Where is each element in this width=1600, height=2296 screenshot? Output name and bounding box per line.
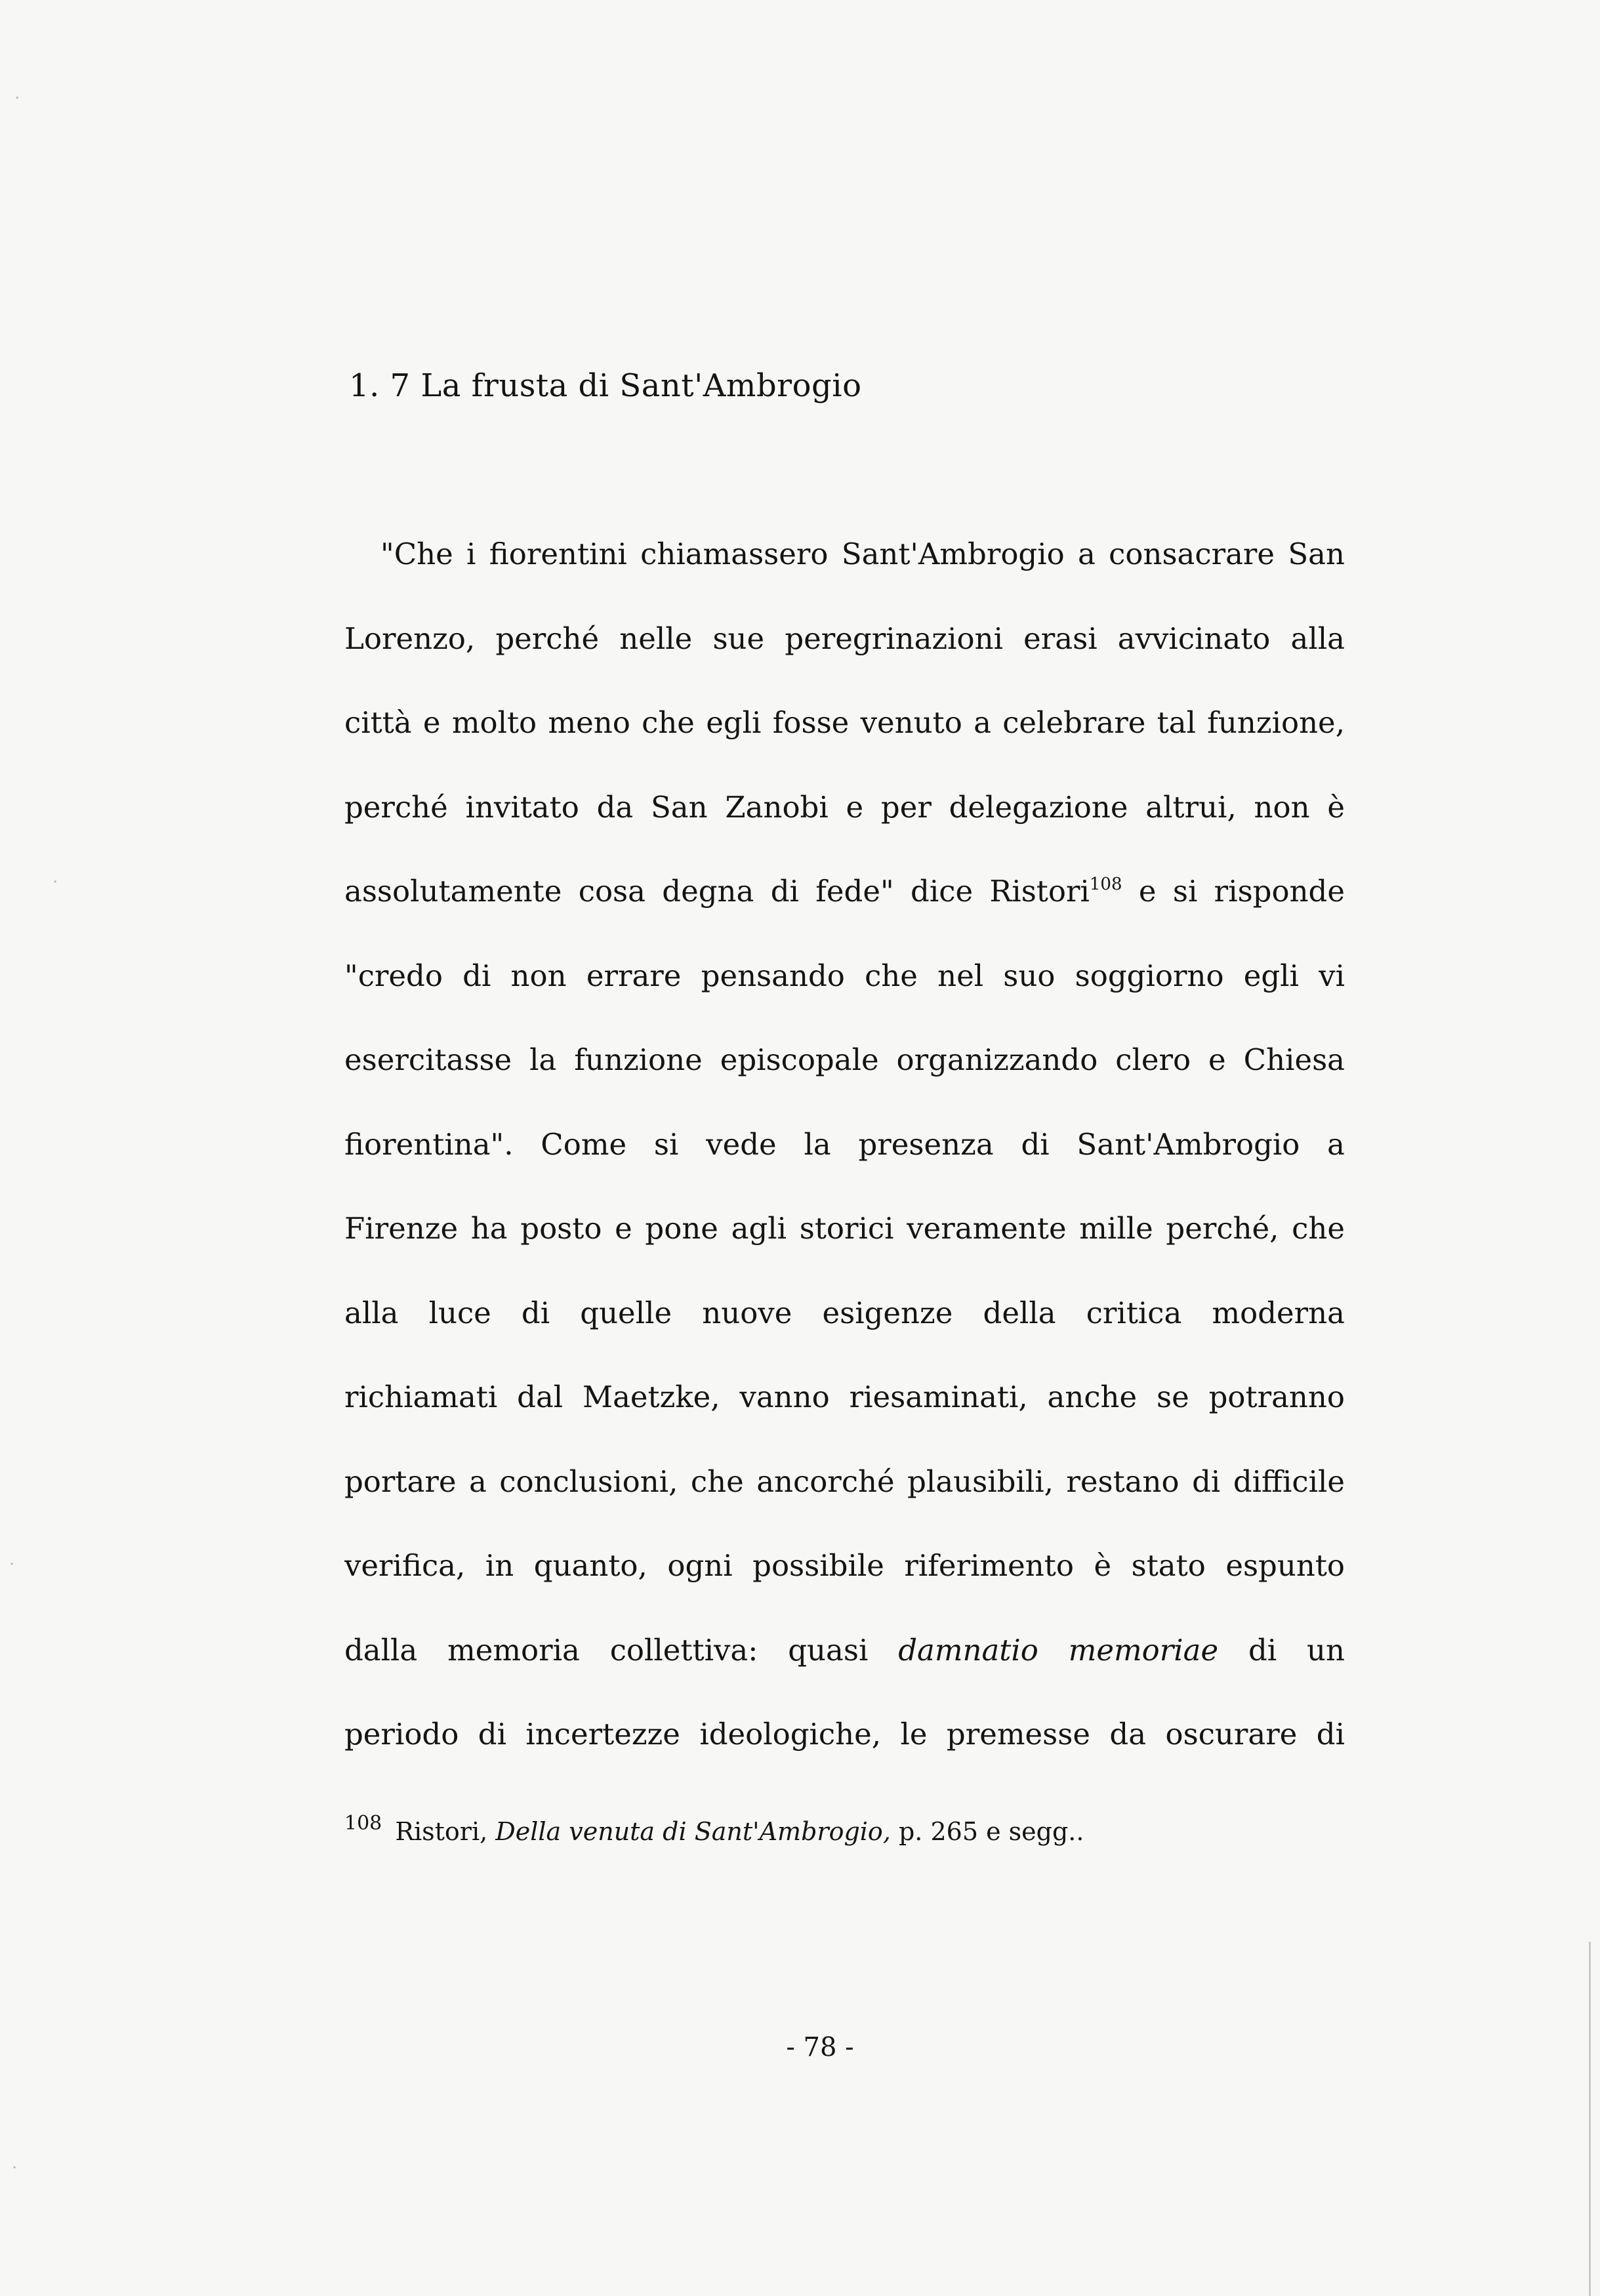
footnote [344,1812,1084,1846]
scan-speck: · [12,2158,18,2178]
italic-phrase: damnatio memoriae [898,1632,1219,1668]
body-line: "Che i fiorentini chiamassero Sant'Ambrogio a consacrare San [380,537,1345,571]
body-line: "credo di non errare pensando che nel suo soggiorno egli vi [344,958,1345,993]
body-line: fiorentina". Come si vede la presenza di Sant'Ambrogio a [344,1126,1345,1162]
scan-speck: · [52,872,58,892]
body-line [344,865,1345,918]
footnote-author: Ristori, [395,1817,488,1846]
body-line: alla luce di quelle nuove esigenze della critica moderna [344,1295,1345,1330]
body-line: perché invitato da San Zanobi e per delegazione altrui, non è [344,789,1345,825]
scan-speck: · [9,1555,15,1574]
footnote-title: Della venuta di Sant'Ambrogio, [495,1817,891,1846]
body-line-text: dalla memoria collettiva: quasi [344,1632,899,1668]
page-edge-shadow [1589,1942,1591,2296]
scan-speck: · [14,89,20,108]
body-line-text: e si risponde [1122,874,1345,909]
body-line [344,1624,1345,1677]
body-line: città e molto meno che egli fosse venuto a celebrare tal funzione, [344,705,1345,740]
section-heading: 1. 7 La frusta di Sant'Ambrogio [349,367,862,404]
footnote-pages: p. 265 e segg.. [898,1817,1084,1846]
body-line: verifica, in quanto, ogni possibile riferimento è stato espunto [344,1548,1345,1583]
footnote-reference[interactable]: 108 [1089,874,1122,894]
body-line: esercitasse la funzione episcopale organizzando clero e Chiesa [344,1042,1345,1077]
body-line-text: di un [1218,1632,1345,1668]
footnote-number: 108 [344,1812,382,1835]
page-number: - 78 - [786,2032,854,2062]
body-line: richiamati dal Maetzke, vanno riesaminati, anche se potranno [344,1380,1345,1414]
body-line-text: assolutamente cosa degna di fede" dice Ristori [344,874,1090,909]
body-line: Firenze ha posto e pone agli storici veramente mille perché, che [344,1211,1345,1246]
body-line: portare a conclusioni, che ancorché plausibili, restano di difficile [344,1464,1345,1499]
body-line: Lorenzo, perché nelle sue peregrinazioni erasi avvicinato alla [344,621,1345,656]
body-line: periodo di incertezze ideologiche, le premesse da oscurare di [344,1717,1345,1752]
